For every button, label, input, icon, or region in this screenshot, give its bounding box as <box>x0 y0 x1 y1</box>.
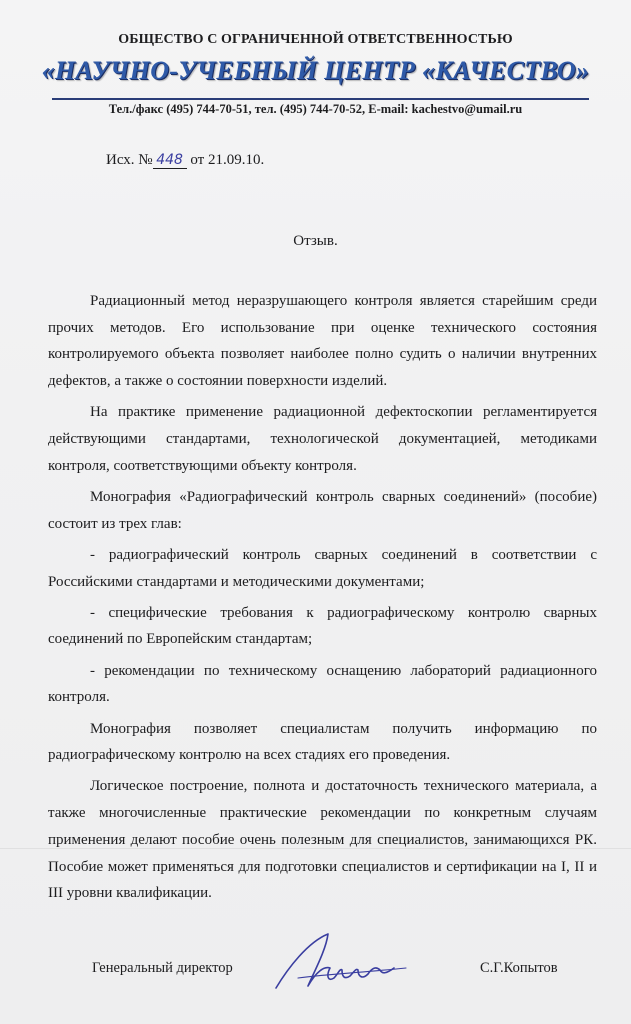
outgoing-reference <box>106 152 264 169</box>
org-type: ОБЩЕСТВО С ОГРАНИЧЕННОЙ ОТВЕТСТВЕННОСТЬЮ <box>118 32 513 47</box>
outgoing-date: от 21.09.10. <box>190 152 265 168</box>
outgoing-number: 448 <box>153 152 187 169</box>
org-name-logo: «НАУЧНО-УЧЕБНЫЙ ЦЕНТР «КАЧЕСТВО» <box>41 56 590 85</box>
signatory-name: С.Г.Копытов <box>480 960 558 976</box>
document-title: Отзыв. <box>293 233 338 249</box>
paragraph: Монография позволяет специалистам получить информацию по радиографическому контролю на всех стадиях его проведения. <box>48 720 597 764</box>
outgoing-prefix: Исх. № <box>106 152 153 168</box>
contact-line: Тел./факс (495) 744-70-51, тел. (495) 744-70-52, E-mail: kachestvo@umail.ru <box>108 102 523 116</box>
header-divider <box>52 98 589 100</box>
paragraph: Логическое построение, полнота и достаточность технического материала, а также многочисленные практические рекомендации по конкретным случаям применения делают пособие очень полезным для специалистов, занимающихся РК. Пособие может применяться для подготовки специалистов и сертификации на I, II и III уровни квалификации. <box>48 778 597 902</box>
list-item: - специфические требования к радиографическому контролю сварных соединений по Европейским стандартам; <box>48 604 597 648</box>
paragraph: Монография «Радиографический контроль сварных соединений» (пособие) состоит из трех глав: <box>48 488 597 532</box>
paragraph: Радиационный метод неразрушающего контроля является старейшим среди прочих методов. Его использование при оценке технического состояния контролируемого объекта позволяет наиболее полно судить о наличии внутренних дефектов, а также о состоянии поверхности изделий. <box>48 293 597 390</box>
paragraph: На практике применение радиационной дефектоскопии регламентируется действующими стандартами, технологической документацией, методиками контроля, соответствующими объекту контроля. <box>48 404 597 474</box>
handwritten-signature <box>268 928 418 994</box>
list-item: - радиографический контроль сварных соединений в соответствии с Российскими стандартами и методическими документами; <box>48 546 597 590</box>
signatory-role: Генеральный директор <box>92 960 233 976</box>
document-body <box>48 288 597 911</box>
list-item: - рекомендации по техническому оснащению лабораторий радиационного контроля. <box>48 662 597 706</box>
